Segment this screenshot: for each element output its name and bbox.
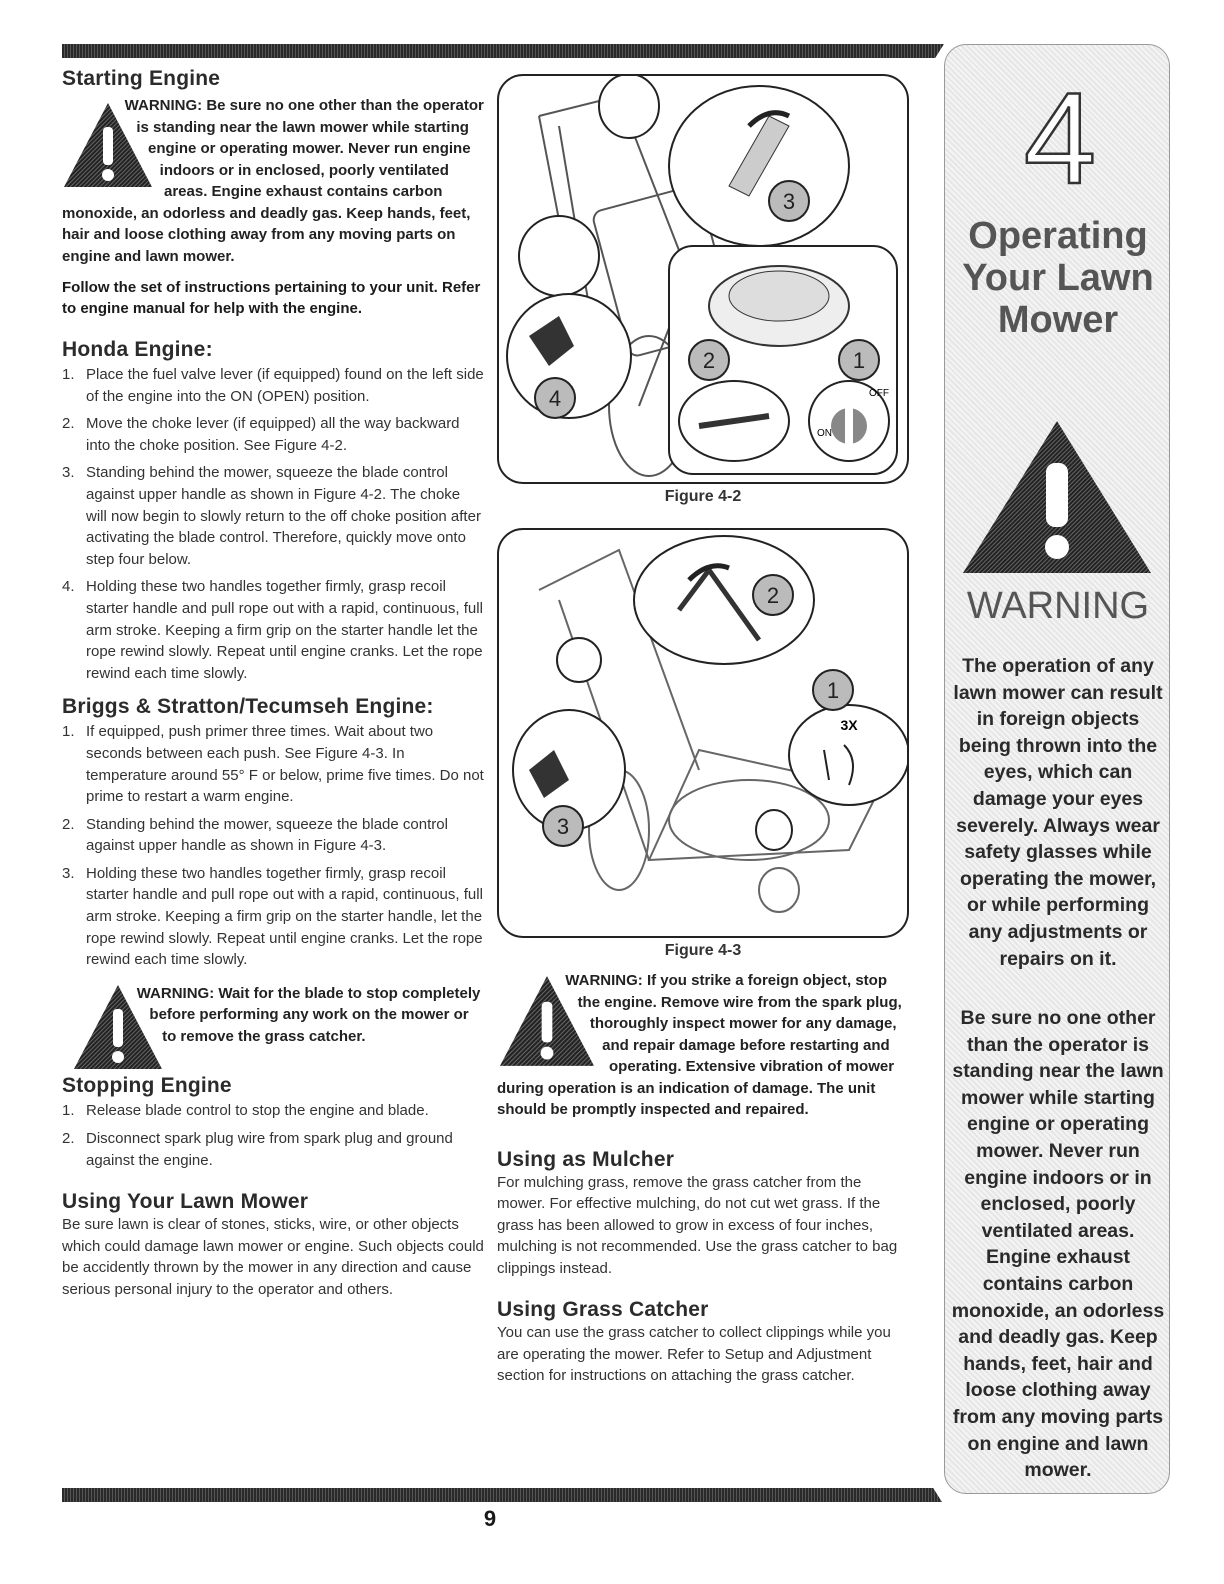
page-number: 9 — [483, 1506, 497, 1531]
mulcher-text: For mulching grass, remove the grass catcher from the mower. For effective mulching, do not cut wet grass. If the grass has been allowed to grow in excess of four inches, mulching is not recommended. Use the grass catcher to bag clippings instead. — [497, 1173, 898, 1277]
starting-engine-heading: Starting Engine — [62, 67, 221, 90]
left-column — [62, 66, 484, 1300]
list-item: 4. Holding these two handles together firmly, grasp recoil starter handle and pull rope out with a rapid, continuous, full arm stroke. Keeping a firm grip on the starter handle let the rope rewind slowly. Repeat until engine cranks. Let the rope rewind each time slowly. — [62, 578, 483, 682]
list-item: 3. Standing behind the mower, squeeze the blade control against upper handle as shown in Figure 4-2. The choke will now begin to slowly return to the off choke position after activating the blade control. Therefore, quickly move onto step four below. — [62, 464, 481, 568]
foreign-object-warning — [497, 970, 909, 1121]
follow-instructions: Follow the set of instructions pertaining to your unit. Refer to engine manual for help with the engine. — [62, 279, 481, 317]
list-item: 1. Release blade control to stop the engine and blade. — [62, 1102, 429, 1120]
starting-warning — [62, 95, 484, 267]
using-mower-heading: Using Your Lawn Mower — [62, 1190, 309, 1214]
off-label: OFF — [869, 388, 889, 399]
using-mower-text: Be sure lawn is clear of stones, sticks, wire, or other objects which could damage lawn mower or engine. Such objects could be accidently thrown by the mower in any direction and cause serious personal injury to the operator and others. — [62, 1216, 484, 1298]
svg-text:2: 2 — [702, 348, 716, 373]
stopping-heading: Stopping Engine — [62, 1074, 232, 1098]
top-rule — [62, 44, 944, 58]
svg-text:1: 1 — [852, 348, 866, 373]
briggs-heading: Briggs & Stratton/Tecumseh Engine: — [62, 695, 434, 719]
large-warning-triangle-icon — [959, 417, 1155, 577]
bottom-rule — [62, 1488, 942, 1502]
catcher-heading: Using Grass Catcher — [497, 1298, 709, 1321]
svg-text:4: 4 — [548, 386, 562, 411]
foreign-warning-text: WARNING: If you strike a foreign object, stop the engine. Remove wire from the spark plug, thoroughly inspect mower for any damage, and repair damage before restarting and operating. Extensive vibration of mower during operation is an indication of damage. The unit should be promptly inspected and repaired. — [497, 972, 902, 1118]
sidebar-warning-title: WARNING — [966, 585, 1150, 627]
mower-illustration-fig2 — [499, 76, 907, 482]
honda-steps — [62, 364, 484, 684]
chapter-title: Operating Your Lawn Mower — [962, 215, 1154, 341]
sidebar-operator-text: Be sure no one other than the operator is standing near the lawn mower while starting engine or operating mower. Never run engine indoors or in enclosed, poorly ventilated areas. Engine exhaust contains carbon monoxide, an odorless and deadly gas. Keep hands, feet, hair and loose clothing away from any moving parts on engine and lawn mower. — [951, 1007, 1165, 1482]
mulcher-heading: Using as Mulcher — [497, 1147, 675, 1171]
list-item: 1. If equipped, push primer three times. Wait about two seconds between each push. See Figure 4-3. In temperature around 55° F or below, prime five times. Do not prime to restart a warm engine. — [62, 723, 484, 806]
svg-text:4: 4 — [1023, 75, 1097, 195]
honda-heading: Honda Engine: — [62, 338, 213, 361]
list-item: 2. Disconnect spark plug wire from spark plug and ground against the engine. — [62, 1129, 453, 1169]
catcher-text: You can use the grass catcher to collect clippings while you are operating the mower. Refer to Setup and Adjustment section for instructions on attaching the grass catcher. — [497, 1324, 891, 1384]
list-item: 1. Place the fuel valve lever (if equipped) found on the left side of the engine into the ON (OPEN) position. — [62, 366, 484, 405]
briggs-steps — [62, 721, 484, 971]
list-item: 3. Holding these two handles together firmly, grasp recoil starter handle and pull rope out with a rapid, continuous, full arm stroke. Keeping a firm grip on the starter handle, let the rope rewind slowly. Repeat until engine cranks. Let the rope rewind each time slowly. — [62, 864, 483, 969]
primer-count-label: 3X — [840, 717, 858, 733]
on-label: ON — [817, 428, 832, 439]
blade-warning — [62, 983, 484, 1048]
warning-triangle-icon — [62, 101, 154, 189]
list-item: 2. Standing behind the mower, squeeze the blade control against upper handle as shown in Figure 4-3. — [62, 815, 448, 855]
figure-4-2-caption: Figure 4-2 — [664, 488, 742, 505]
figure-4-3 — [497, 528, 909, 938]
svg-text:2: 2 — [766, 583, 780, 608]
sidebar-warning-text: The operation of any lawn mower can result in foreign objects being thrown into the eyes, which can damage your eyes severely. Always wear safety glasses while operating the mower, or while performing any adjustments or repairs on it. — [953, 655, 1163, 970]
middle-column — [497, 66, 909, 1387]
svg-text:3: 3 — [782, 189, 796, 214]
figure-4-2 — [497, 74, 909, 484]
chapter-sidebar — [944, 44, 1170, 1494]
starting-warning-text: WARNING: Be sure no one other than the operator is standing near the lawn mower while starting engine or operating mower. Never run engine indoors or in enclosed, poorly ventilated areas. Engine exhaust contains carbon monoxide, an odorless and deadly gas. Keep hands, feet, hair and loose clothing away from any moving parts on engine and lawn mower. — [62, 97, 484, 265]
chapter-number — [1015, 75, 1105, 195]
mower-illustration-fig3 — [499, 530, 907, 936]
svg-text:1: 1 — [826, 678, 840, 703]
list-item: 2. Move the choke lever (if equipped) all the way backward into the choke position. See Figure 4-2. — [62, 415, 460, 454]
blade-warning-text: WARNING: Wait for the blade to stop completely before performing any work on the mower or to remove the grass catcher. — [136, 984, 481, 1045]
figure-4-3-caption: Figure 4-3 — [664, 942, 742, 959]
svg-text:3: 3 — [556, 814, 570, 839]
stopping-steps — [62, 1100, 484, 1171]
